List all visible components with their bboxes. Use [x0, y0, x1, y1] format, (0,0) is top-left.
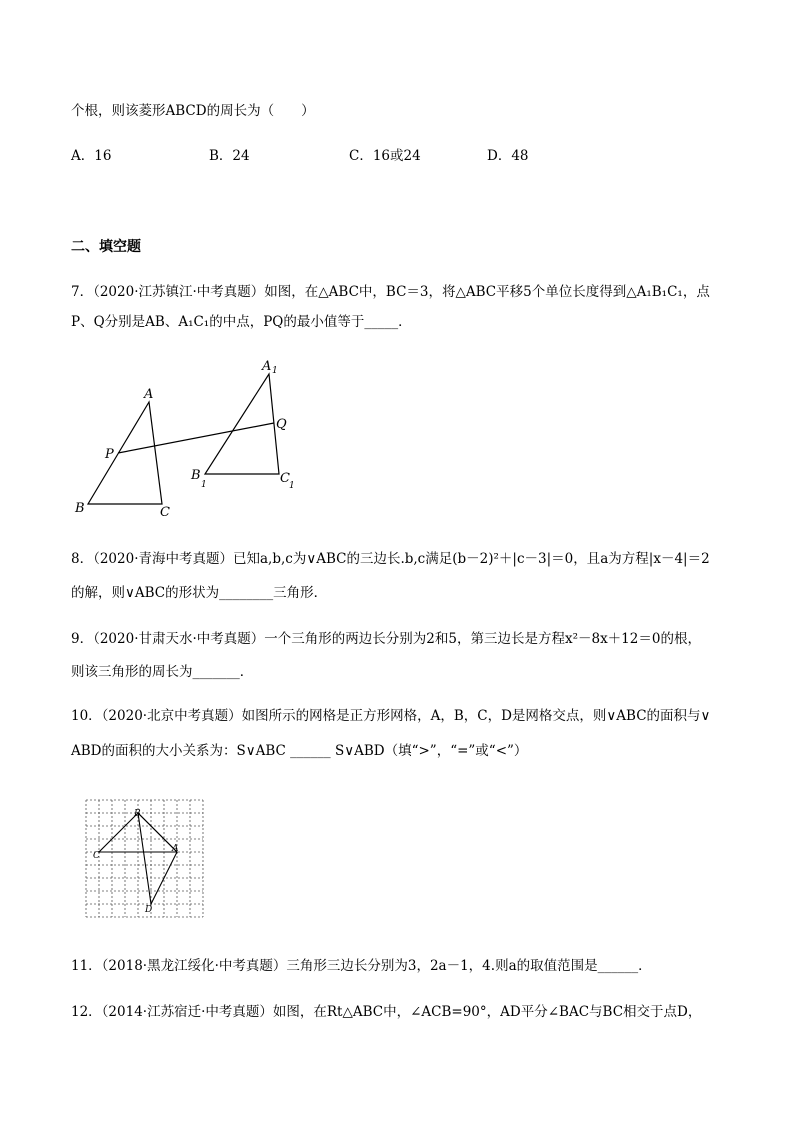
- q7-line1: 7．（2020·江苏镇江·中考真题）如图，在△ABC中，BC＝3，将△ABC平移5个单位长度得到△A₁B₁C₁，点: [71, 284, 710, 300]
- triangle-abd-grid: [138, 813, 177, 904]
- label-c1-sub: 1: [289, 481, 295, 491]
- label-c: C: [160, 505, 170, 520]
- label-b1-sub: 1: [201, 480, 207, 490]
- q8-line2: 的解，则∨ABC的形状为________三角形．: [71, 585, 328, 601]
- q7-figure: [70, 352, 330, 522]
- label-q: Q: [276, 417, 287, 432]
- triangle-abc: [88, 402, 162, 504]
- label-b: B: [75, 501, 85, 516]
- q6-option-d: D．48: [487, 148, 529, 164]
- grid-label-b: B: [134, 809, 141, 819]
- section-title: 二、填空题: [71, 239, 141, 255]
- label-p: P: [105, 447, 114, 462]
- q6-stem-tail: 个根，则该菱形ABCD的周长为（ ）: [71, 103, 315, 119]
- label-a1-sub: 1: [272, 366, 278, 376]
- label-a1: A: [262, 359, 272, 374]
- q10-line2: ABD的面积的大小关系为：S∨ABC ______ S∨ABD（填“>”，“=”或“<”）: [71, 743, 528, 759]
- q10-grid-figure: [82, 796, 217, 926]
- grid-label-c: C: [93, 851, 100, 861]
- label-a: A: [144, 387, 154, 402]
- grid-label-d: D: [145, 905, 153, 915]
- segment-pq: [118, 423, 274, 453]
- q9-line2: 则该三角形的周长为_______．: [71, 664, 254, 680]
- label-c1: C: [280, 471, 290, 486]
- label-b1: B: [191, 468, 201, 483]
- q6-option-c: C．16或24: [349, 148, 421, 164]
- q12-line1: 12．（2014·江苏宿迁·中考真题）如图，在Rt△ABC中，∠ACB=90°，AD平分∠BAC与BC相交于点D，: [71, 1004, 702, 1020]
- q11-line1: 11．（2018·黑龙江绥化·中考真题）三角形三边长分别为3，2a－1，4.则a的取值范围是______．: [71, 958, 652, 974]
- q8-line1: 8．（2020·青海中考真题）已知a,b,c为∨ABC的三边长.b,c满足(b－2)²＋|c－3|＝0，且a为方程|x－4|＝2: [71, 551, 710, 567]
- q6-option-b: B．24: [209, 148, 250, 164]
- q10-line1: 10．（2020·北京中考真题）如图所示的网格是正方形网格，A，B，C，D是网格交点，则∨ABC的面积与∨: [71, 708, 711, 724]
- q6-option-a: A．16: [71, 148, 112, 164]
- q9-line1: 9．（2020·甘肃天水·中考真题）一个三角形的两边长分别为2和5，第三边长是方程x²－8x＋12＝0的根，: [71, 631, 701, 647]
- grid-label-a: A: [172, 844, 179, 854]
- q7-line2: P、Q分别是AB、A₁C₁的中点，PQ的最小值等于_____．: [71, 314, 412, 330]
